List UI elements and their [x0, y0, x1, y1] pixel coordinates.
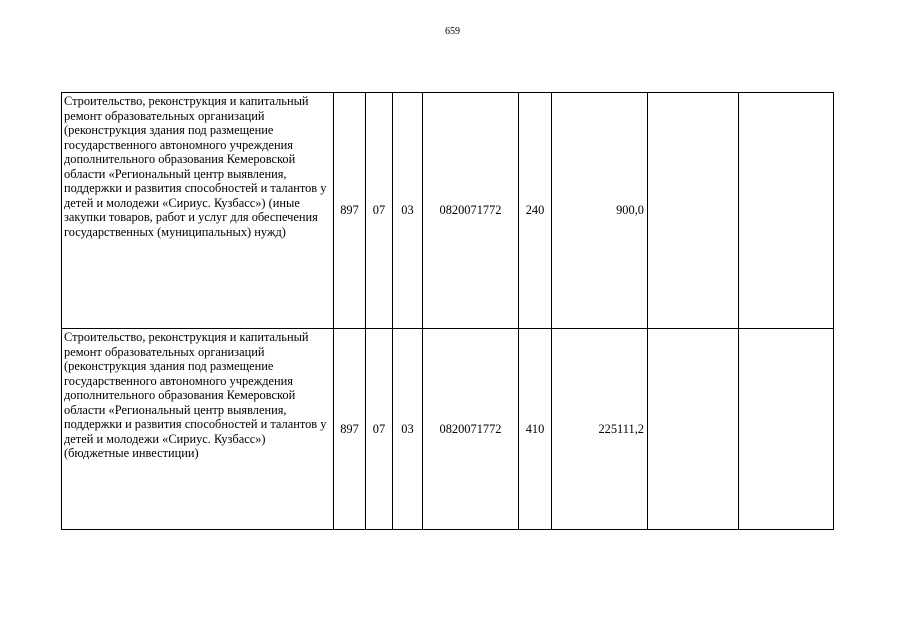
section-code: 07 [366, 329, 393, 530]
amount-cell: 900,0 [552, 93, 648, 329]
expense-type-code: 240 [519, 93, 552, 329]
section-code: 07 [366, 93, 393, 329]
page-number: 659 [445, 26, 460, 37]
expense-type-code: 410 [519, 329, 552, 530]
table-row [62, 329, 834, 530]
budget-table [61, 92, 834, 530]
row-description: Строительство, реконструкция и капитальный ремонт образовательных организаций (реконструкция здания под размещение государственного автономного учреждения дополнительного образования Кемеровской области «Региональный центр выявления, поддержки и развития способностей и талантов у детей и молодежи «Сириус. Кузбасс») (бюджетные инвестиции) [62, 329, 334, 530]
empty-cell [739, 93, 834, 329]
subsection-code: 03 [393, 93, 423, 329]
target-article-code: 0820071772 [423, 93, 519, 329]
subsection-code: 03 [393, 329, 423, 530]
ministry-code: 897 [334, 329, 366, 530]
amount-cell: 225111,2 [552, 329, 648, 530]
empty-cell [648, 329, 739, 530]
ministry-code: 897 [334, 93, 366, 329]
empty-cell [739, 329, 834, 530]
row-description: Строительство, реконструкция и капитальный ремонт образовательных организаций (реконструкция здания под размещение государственного автономного учреждения дополнительного образования Кемеровской области «Региональный центр выявления, поддержки и развития способностей и талантов у детей и молодежи «Сириус. Кузбасс») (иные закупки товаров, работ и услуг для обеспечения государственных (муниципальных) нужд) [62, 93, 334, 329]
table-row [62, 93, 834, 329]
empty-cell [648, 93, 739, 329]
target-article-code: 0820071772 [423, 329, 519, 530]
